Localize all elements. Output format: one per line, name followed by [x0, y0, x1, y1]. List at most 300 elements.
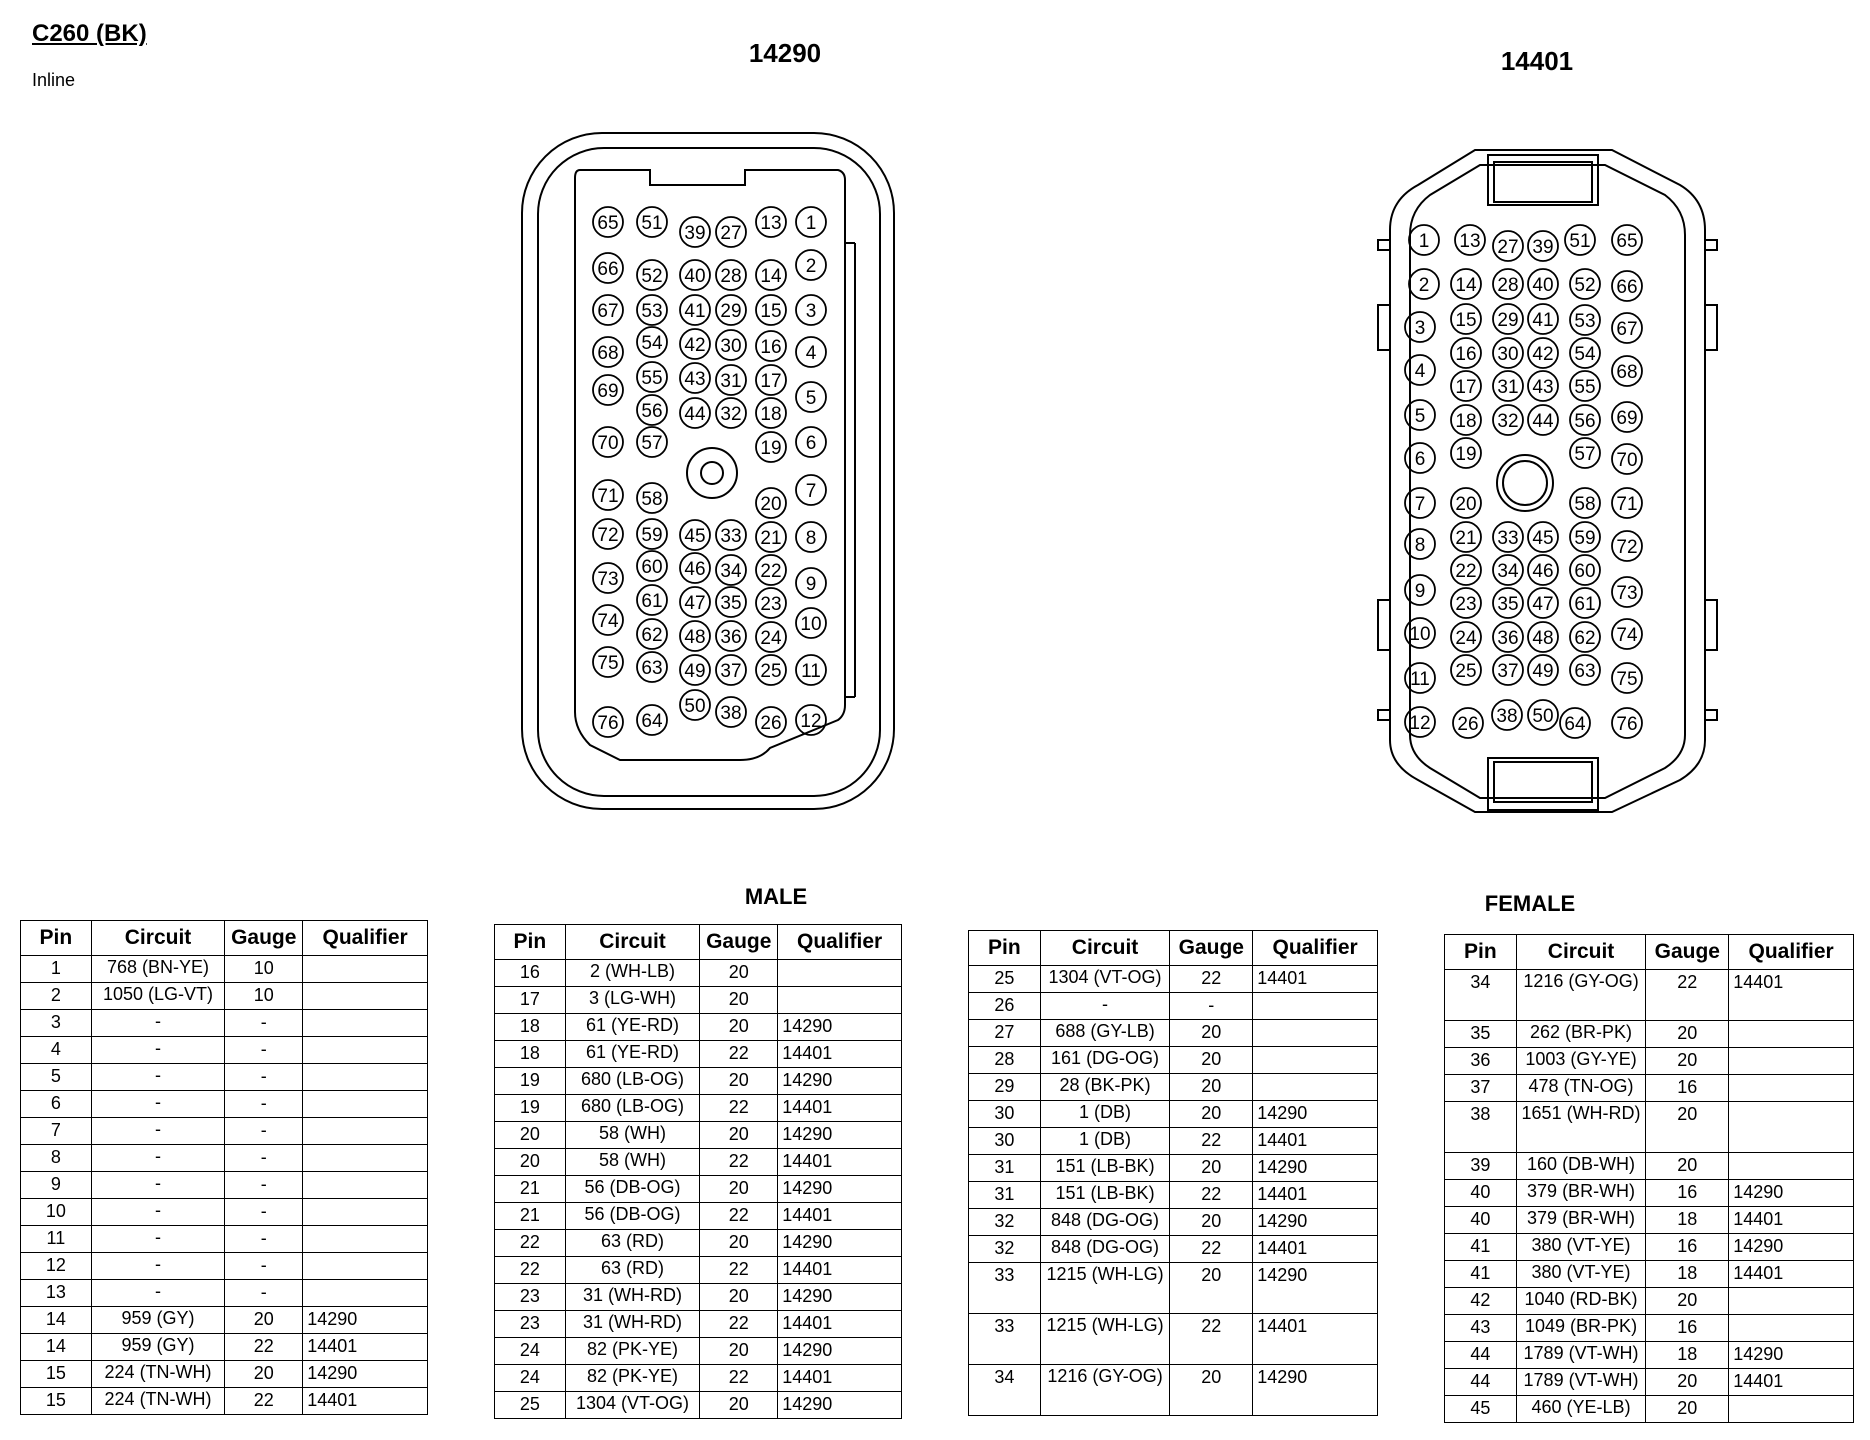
gauge-cell: - [1170, 993, 1253, 1020]
male-pin-28-label: 28 [720, 266, 742, 287]
male-pin-21-label: 21 [760, 528, 782, 549]
pin-cell: 10 [21, 1199, 92, 1226]
table-row [21, 1388, 428, 1415]
pin-cell: 30 [969, 1101, 1041, 1128]
male-pin-64-label: 64 [641, 711, 663, 732]
male-pin-72-label: 72 [597, 525, 619, 546]
male-pin-69-label: 69 [597, 381, 619, 402]
circuit-cell: 1049 (BR-PK) [1516, 1315, 1646, 1342]
pin-cell: 25 [495, 1392, 566, 1419]
table-row [969, 1365, 1378, 1416]
table-row [495, 1284, 902, 1311]
table-row [495, 1230, 902, 1257]
table-row [495, 960, 902, 987]
female-pin-32-label: 32 [1497, 411, 1519, 432]
gauge-cell: 18 [1646, 1207, 1729, 1234]
male-connector-part-number: 14290 [748, 38, 822, 68]
pin-cell: 21 [495, 1176, 566, 1203]
pin-cell: 19 [495, 1095, 566, 1122]
female-pin-44-label: 44 [1532, 411, 1554, 432]
female-pin-70-label: 70 [1616, 450, 1638, 471]
table-row [1445, 1180, 1854, 1207]
female-pin-63-label: 63 [1574, 661, 1596, 682]
table-row [495, 1014, 902, 1041]
female-pin-30-label: 30 [1497, 344, 1519, 365]
pin-cell: 7 [21, 1118, 92, 1145]
gauge-cell: 20 [700, 1122, 778, 1149]
female-pin-50-label: 50 [1532, 706, 1554, 727]
gauge-cell: 20 [1646, 1369, 1729, 1396]
gauge-cell: 20 [700, 1338, 778, 1365]
female-pin-62-label: 62 [1574, 628, 1596, 649]
male-pin-29-label: 29 [720, 301, 742, 322]
circuit-cell: 1216 (GY-OG) [1516, 970, 1646, 1021]
male-pin-20-label: 20 [760, 494, 782, 515]
male-pin-11-label: 11 [801, 661, 821, 682]
circuit-cell: - [91, 1037, 225, 1064]
circuit-cell: 1040 (RD-BK) [1516, 1288, 1646, 1315]
qualifier-cell: 14290 [1253, 1101, 1378, 1128]
male-pin-26-label: 26 [760, 713, 782, 734]
gauge-cell: 22 [700, 1257, 778, 1284]
circuit-cell: 56 (DB-OG) [565, 1203, 700, 1230]
pin-cell: 17 [495, 987, 566, 1014]
gauge-cell: 20 [700, 1284, 778, 1311]
gauge-cell: - [225, 1199, 303, 1226]
female-pin-67-label: 67 [1616, 319, 1638, 340]
table-row [1445, 970, 1854, 1021]
circuit-cell: 379 (BR-WH) [1516, 1180, 1646, 1207]
table-row [1445, 1234, 1854, 1261]
gauge-cell: - [225, 1064, 303, 1091]
male-pin-38-label: 38 [720, 703, 742, 724]
female-pin-2-label: 2 [1418, 275, 1430, 296]
male-pin-13-label: 13 [760, 213, 782, 234]
male-table-label: MALE [744, 884, 808, 909]
table-row [21, 1253, 428, 1280]
male-pin-40-label: 40 [684, 266, 706, 287]
male-pin-6-label: 6 [805, 433, 817, 454]
circuit-cell: 224 (TN-WH) [91, 1361, 225, 1388]
female-pin-14-label: 14 [1455, 275, 1477, 296]
circuit-cell: 768 (BN-YE) [91, 956, 225, 983]
gauge-cell: 22 [700, 1365, 778, 1392]
male-pin-30-label: 30 [720, 336, 742, 357]
male-pin-10-label: 10 [800, 614, 822, 635]
gauge-cell: 20 [225, 1307, 303, 1334]
gauge-cell: 20 [1170, 1074, 1253, 1101]
female-pin-cavities [1405, 225, 1642, 738]
qualifier-cell: 14290 [1253, 1263, 1378, 1314]
pin-cell: 9 [21, 1172, 92, 1199]
qualifier-header: Qualifier [1253, 931, 1378, 966]
female-pin-24-label: 24 [1455, 628, 1477, 649]
gauge-header: Gauge [1646, 935, 1729, 970]
pin-cell: 30 [969, 1128, 1041, 1155]
female-pin-3-label: 3 [1414, 318, 1426, 339]
qualifier-cell [1253, 993, 1378, 1020]
circuit-cell: 1789 (VT-WH) [1516, 1342, 1646, 1369]
qualifier-cell: 14290 [778, 1014, 902, 1041]
circuit-cell: - [91, 1199, 225, 1226]
male-pin-36-label: 36 [720, 627, 742, 648]
pin-cell: 26 [969, 993, 1041, 1020]
pin-cell: 43 [1445, 1315, 1517, 1342]
male-pin-17-label: 17 [760, 371, 782, 392]
qualifier-header: Qualifier [778, 925, 902, 960]
circuit-cell: 1 (DB) [1040, 1128, 1170, 1155]
male-pin-61-label: 61 [641, 591, 663, 612]
circuit-cell: 1304 (VT-OG) [565, 1392, 700, 1419]
qualifier-cell: 14290 [778, 1338, 902, 1365]
qualifier-cell: 14401 [1729, 970, 1854, 1021]
gauge-cell: 16 [1646, 1315, 1729, 1342]
connector-type: Inline [32, 70, 76, 90]
female-pin-39-label: 39 [1532, 237, 1554, 258]
gauge-cell: 20 [1646, 1153, 1729, 1180]
male-pin-67-label: 67 [597, 301, 619, 322]
male-pin-65-label: 65 [597, 213, 619, 234]
pin-table-2 [494, 924, 902, 1419]
male-pin-27-label: 27 [720, 223, 742, 244]
table-row [495, 1257, 902, 1284]
qualifier-cell [778, 960, 902, 987]
table-row [969, 1101, 1378, 1128]
table-row [495, 1068, 902, 1095]
qualifier-cell [1729, 1075, 1854, 1102]
circuit-header: Circuit [1516, 935, 1646, 970]
circuit-cell: 959 (GY) [91, 1334, 225, 1361]
pin-cell: 23 [495, 1311, 566, 1338]
qualifier-cell: 14290 [1729, 1342, 1854, 1369]
pin-cell: 41 [1445, 1261, 1517, 1288]
gauge-cell: 20 [1170, 1155, 1253, 1182]
female-pin-20-label: 20 [1455, 494, 1477, 515]
male-pin-55-label: 55 [641, 368, 663, 389]
gauge-cell: 20 [1646, 1021, 1729, 1048]
table-row [969, 1074, 1378, 1101]
pin-cell: 11 [21, 1226, 92, 1253]
pin-header: Pin [21, 921, 92, 956]
pin-cell: 1 [21, 956, 92, 983]
male-pin-42-label: 42 [684, 335, 706, 356]
circuit-cell: 1215 (WH-LG) [1040, 1263, 1170, 1314]
qualifier-cell [303, 956, 428, 983]
circuit-cell: 56 (DB-OG) [565, 1176, 700, 1203]
male-pin-34-label: 34 [720, 561, 742, 582]
pin-cell: 20 [495, 1149, 566, 1176]
male-connector-face [522, 133, 894, 809]
circuit-cell: 460 (YE-LB) [1516, 1396, 1646, 1423]
male-pin-43-label: 43 [684, 369, 706, 390]
circuit-cell: 478 (TN-OG) [1516, 1075, 1646, 1102]
gauge-cell: 22 [700, 1311, 778, 1338]
pin-table-3 [968, 930, 1378, 1416]
female-pin-29-label: 29 [1497, 310, 1519, 331]
male-pin-73-label: 73 [597, 569, 619, 590]
female-pin-48-label: 48 [1532, 628, 1554, 649]
table-row [21, 1307, 428, 1334]
circuit-cell: - [91, 1118, 225, 1145]
male-pin-74-label: 74 [597, 611, 619, 632]
qualifier-cell: 14290 [778, 1068, 902, 1095]
male-pin-66-label: 66 [597, 259, 619, 280]
gauge-header: Gauge [700, 925, 778, 960]
qualifier-cell [1253, 1074, 1378, 1101]
table-row [495, 1095, 902, 1122]
male-pin-9-label: 9 [805, 574, 817, 595]
circuit-cell: 224 (TN-WH) [91, 1388, 225, 1415]
pin-cell: 31 [969, 1155, 1041, 1182]
female-pin-43-label: 43 [1532, 377, 1554, 398]
qualifier-cell: 14290 [778, 1230, 902, 1257]
female-pin-76-label: 76 [1616, 714, 1638, 735]
qualifier-cell [303, 1226, 428, 1253]
circuit-cell: 82 (PK-YE) [565, 1338, 700, 1365]
male-pin-39-label: 39 [684, 223, 706, 244]
qualifier-cell: 14290 [1253, 1365, 1378, 1416]
pin-cell: 36 [1445, 1048, 1517, 1075]
female-table-label: FEMALE [1484, 891, 1576, 916]
female-pin-56-label: 56 [1574, 411, 1596, 432]
gauge-cell: 20 [1170, 1263, 1253, 1314]
gauge-cell: - [225, 1118, 303, 1145]
table-row [21, 1361, 428, 1388]
female-pin-61-label: 61 [1574, 594, 1596, 615]
table-row [21, 1334, 428, 1361]
pin-cell: 22 [495, 1257, 566, 1284]
table-row [1445, 1261, 1854, 1288]
pin-cell: 3 [21, 1010, 92, 1037]
female-pin-47-label: 47 [1532, 594, 1554, 615]
gauge-cell: 22 [700, 1041, 778, 1068]
male-pin-62-label: 62 [641, 625, 663, 646]
pin-cell: 24 [495, 1338, 566, 1365]
male-pin-22-label: 22 [760, 561, 782, 582]
pin-cell: 2 [21, 983, 92, 1010]
table-row [495, 1041, 902, 1068]
male-pin-4-label: 4 [805, 343, 817, 364]
gauge-cell: 20 [700, 1392, 778, 1419]
pin-cell: 44 [1445, 1342, 1517, 1369]
male-pin-23-label: 23 [760, 594, 782, 615]
pin-cell: 33 [969, 1263, 1041, 1314]
male-pin-52-label: 52 [641, 266, 663, 287]
gauge-cell: 16 [1646, 1180, 1729, 1207]
female-pin-38-label: 38 [1496, 706, 1518, 727]
male-pin-45-label: 45 [684, 526, 706, 547]
pin-cell: 22 [495, 1230, 566, 1257]
table-row [969, 1047, 1378, 1074]
qualifier-cell: 14401 [778, 1257, 902, 1284]
table-row [1445, 1075, 1854, 1102]
gauge-cell: - [225, 1226, 303, 1253]
table-row [495, 1338, 902, 1365]
table-row [1445, 1021, 1854, 1048]
qualifier-cell [303, 1118, 428, 1145]
gauge-cell: 20 [1170, 1209, 1253, 1236]
qualifier-cell [303, 1037, 428, 1064]
female-pin-34-label: 34 [1497, 561, 1519, 582]
pin-cell: 35 [1445, 1021, 1517, 1048]
female-pin-42-label: 42 [1532, 344, 1554, 365]
gauge-cell: 20 [1646, 1048, 1729, 1075]
male-pin-7-label: 7 [805, 481, 817, 502]
qualifier-cell [778, 987, 902, 1014]
qualifier-cell: 14401 [303, 1388, 428, 1415]
gauge-cell: 10 [225, 956, 303, 983]
pin-cell: 32 [969, 1236, 1041, 1263]
male-pin-51-label: 51 [641, 213, 663, 234]
male-pin-68-label: 68 [597, 343, 619, 364]
qualifier-cell [1253, 1020, 1378, 1047]
table-row [21, 983, 428, 1010]
circuit-cell: - [91, 1172, 225, 1199]
circuit-cell: 680 (LB-OG) [565, 1095, 700, 1122]
table-row [969, 966, 1378, 993]
pin-cell: 45 [1445, 1396, 1517, 1423]
circuit-cell: 63 (RD) [565, 1257, 700, 1284]
table-row [969, 1209, 1378, 1236]
male-pin-57-label: 57 [641, 433, 663, 454]
pin-cell: 29 [969, 1074, 1041, 1101]
male-pin-71-label: 71 [597, 486, 619, 507]
gauge-cell: 20 [700, 1068, 778, 1095]
gauge-cell: - [225, 1280, 303, 1307]
gauge-cell: 20 [1170, 1101, 1253, 1128]
gauge-cell: 20 [700, 960, 778, 987]
circuit-cell: 31 (WH-RD) [565, 1284, 700, 1311]
circuit-cell: - [91, 1010, 225, 1037]
male-pin-48-label: 48 [684, 627, 706, 648]
female-pin-55-label: 55 [1574, 377, 1596, 398]
table-row [969, 993, 1378, 1020]
male-pin-63-label: 63 [641, 658, 663, 679]
qualifier-cell: 14401 [1729, 1207, 1854, 1234]
gauge-cell: 16 [1646, 1075, 1729, 1102]
table-row [1445, 1288, 1854, 1315]
table-row [969, 1314, 1378, 1365]
table-row [1445, 1369, 1854, 1396]
female-pin-58-label: 58 [1574, 494, 1596, 515]
qualifier-cell: 14290 [303, 1361, 428, 1388]
male-pin-8-label: 8 [805, 528, 817, 549]
qualifier-cell: 14290 [778, 1176, 902, 1203]
circuit-cell: 1 (DB) [1040, 1101, 1170, 1128]
male-pin-24-label: 24 [760, 628, 782, 649]
female-pin-49-label: 49 [1532, 661, 1554, 682]
circuit-cell: 61 (YE-RD) [565, 1041, 700, 1068]
female-pin-66-label: 66 [1616, 277, 1638, 298]
male-pin-41-label: 41 [684, 301, 706, 322]
circuit-cell: 58 (WH) [565, 1122, 700, 1149]
pin-cell: 27 [969, 1020, 1041, 1047]
gauge-cell: 16 [1646, 1234, 1729, 1261]
female-pin-31-label: 31 [1497, 377, 1519, 398]
female-pin-23-label: 23 [1455, 594, 1477, 615]
pin-cell: 38 [1445, 1102, 1517, 1153]
pin-cell: 21 [495, 1203, 566, 1230]
circuit-cell: 680 (LB-OG) [565, 1068, 700, 1095]
table-row [21, 1280, 428, 1307]
pin-cell: 25 [969, 966, 1041, 993]
gauge-cell: 20 [700, 1176, 778, 1203]
pin-cell: 5 [21, 1064, 92, 1091]
gauge-cell: 20 [1170, 1047, 1253, 1074]
female-pin-45-label: 45 [1532, 528, 1554, 549]
pin-cell: 4 [21, 1037, 92, 1064]
gauge-cell: - [225, 1091, 303, 1118]
circuit-cell: - [91, 1064, 225, 1091]
table-row [495, 1311, 902, 1338]
gauge-cell: - [225, 1253, 303, 1280]
gauge-cell: - [225, 1172, 303, 1199]
female-pin-46-label: 46 [1532, 561, 1554, 582]
pin-cell: 44 [1445, 1369, 1517, 1396]
male-pin-58-label: 58 [641, 489, 663, 510]
qualifier-cell [303, 1172, 428, 1199]
female-pin-71-label: 71 [1616, 494, 1638, 515]
gauge-cell: - [225, 1037, 303, 1064]
female-pin-18-label: 18 [1455, 411, 1477, 432]
pin-cell: 42 [1445, 1288, 1517, 1315]
table-row [495, 1203, 902, 1230]
female-pin-19-label: 19 [1455, 444, 1477, 465]
qualifier-cell: 14290 [778, 1392, 902, 1419]
female-pin-74-label: 74 [1616, 625, 1638, 646]
male-pin-1-label: 1 [805, 213, 817, 234]
table-row [21, 1037, 428, 1064]
table-row [495, 1122, 902, 1149]
qualifier-cell [303, 1064, 428, 1091]
pin-header: Pin [1445, 935, 1517, 970]
circuit-cell: 61 (YE-RD) [565, 1014, 700, 1041]
male-pin-3-label: 3 [805, 301, 817, 322]
circuit-cell: 1003 (GY-YE) [1516, 1048, 1646, 1075]
female-pin-15-label: 15 [1455, 310, 1477, 331]
male-pin-32-label: 32 [720, 404, 742, 425]
circuit-cell: 959 (GY) [91, 1307, 225, 1334]
circuit-header: Circuit [91, 921, 225, 956]
female-pin-5-label: 5 [1414, 406, 1426, 427]
pin-cell: 37 [1445, 1075, 1517, 1102]
pin-table-1 [20, 920, 428, 1415]
female-pin-16-label: 16 [1455, 344, 1477, 365]
gauge-cell: 20 [700, 987, 778, 1014]
table-row [1445, 1048, 1854, 1075]
pin-cell: 19 [495, 1068, 566, 1095]
qualifier-cell: 14401 [778, 1041, 902, 1068]
qualifier-cell: 14401 [1729, 1369, 1854, 1396]
female-connector-part-number: 14401 [1500, 46, 1574, 76]
connector-title: C260 (BK) [32, 20, 147, 47]
qualifier-cell: 14401 [778, 1365, 902, 1392]
male-pin-46-label: 46 [684, 559, 706, 580]
qualifier-cell [1729, 1315, 1854, 1342]
circuit-cell: 1304 (VT-OG) [1040, 966, 1170, 993]
gauge-cell: 20 [1646, 1102, 1729, 1153]
female-pin-73-label: 73 [1616, 583, 1638, 604]
male-pin-cavities [593, 207, 826, 737]
table-row [969, 1155, 1378, 1182]
circuit-cell: - [91, 1253, 225, 1280]
table-row [1445, 1207, 1854, 1234]
circuit-cell: - [91, 1145, 225, 1172]
male-pin-19-label: 19 [760, 438, 782, 459]
female-pin-37-label: 37 [1497, 661, 1519, 682]
pin-cell: 14 [21, 1307, 92, 1334]
qualifier-header: Qualifier [1729, 935, 1854, 970]
